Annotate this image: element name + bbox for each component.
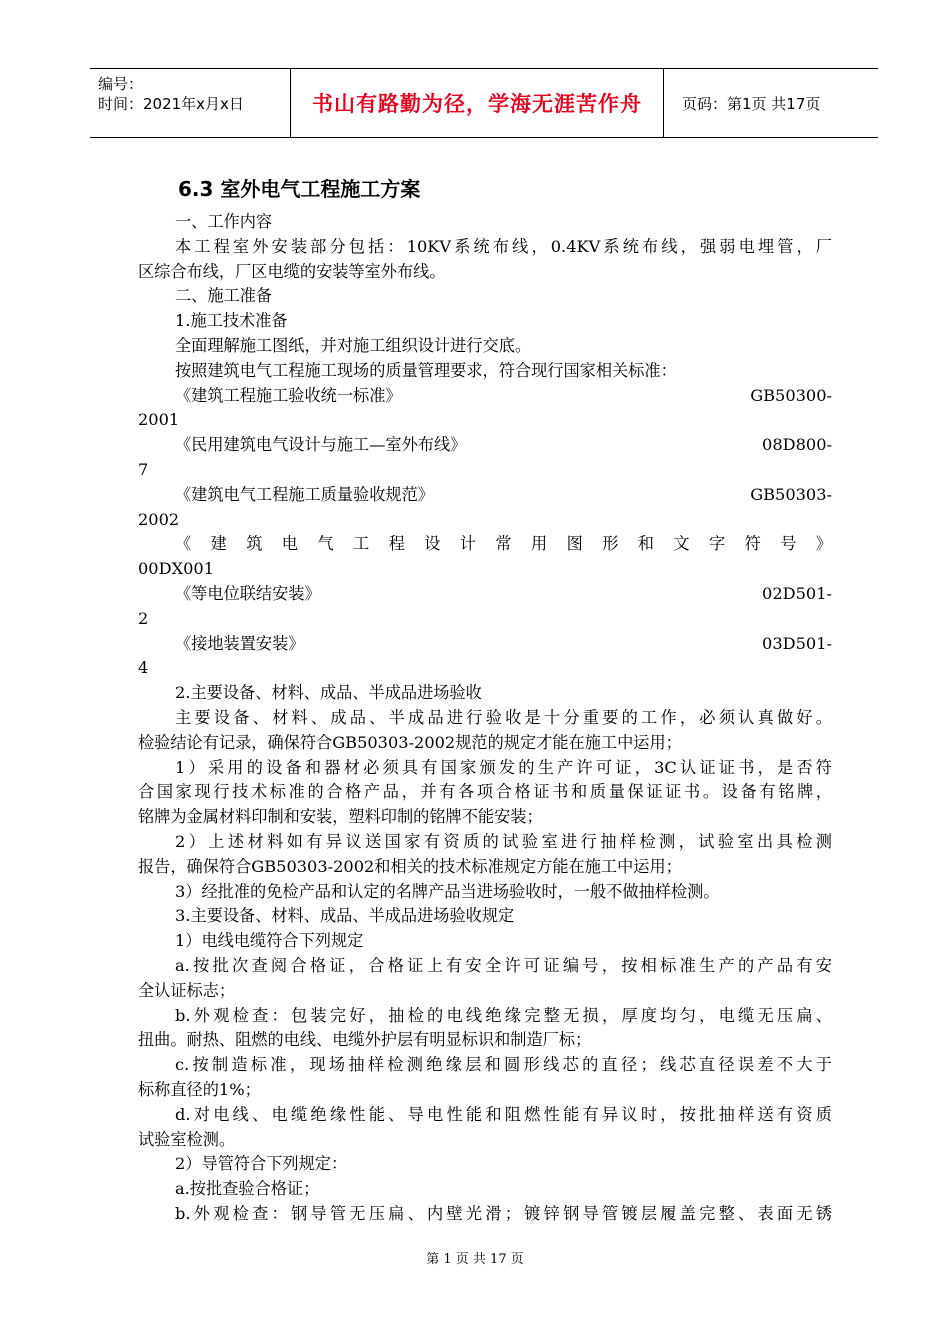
text-line: 1）采用的设备和器材必须具有国家颁发的生产许可证，3C认证证书，是否符 <box>175 758 832 777</box>
standard-code-continued: 4 <box>138 658 149 677</box>
text-line: 报告，确保符合GB50303-2002和相关的技术标准规定方能在施工中运用； <box>138 857 682 876</box>
text-line: a.按批查验合格证； <box>175 1179 320 1198</box>
number-label: 编号： <box>98 75 144 93</box>
standard-code: GB50300- <box>750 386 832 405</box>
text-line: 合国家现行技术标准的合格产品，并有各项合格证书和质量保证证书。设备有铭牌， <box>138 782 832 801</box>
page-header <box>90 68 878 138</box>
standard-code-continued: 2002 <box>138 510 180 529</box>
text-line: 全面理解施工图纸，并对施工组织设计进行交底。 <box>175 336 532 355</box>
text-line: c.按制造标准，现场抽样检测绝缘层和圆形线芯的直径；线芯直径误差不大于 <box>175 1055 832 1074</box>
text-line: a.按批次查阅合格证，合格证上有安全许可证编号，按相标准生产的产品有安 <box>175 956 832 975</box>
text-line: 按照建筑电气工程施工现场的质量管理要求，符合现行国家相关标准： <box>175 361 677 380</box>
standard-name: 《接地装置安装》 <box>175 634 305 653</box>
text-line: 主要设备、材料、成品、半成品进行验收是十分重要的工作，必须认真做好。 <box>175 708 832 727</box>
standard-code: GB50303- <box>750 485 832 504</box>
text-line: 试验室检测。 <box>138 1130 236 1149</box>
time-label: 时间：2021年x月x日 <box>98 95 244 113</box>
standard-code: 03D501- <box>762 634 832 653</box>
standard-row <box>138 482 832 507</box>
text-line: 1）电线电缆符合下列规定 <box>175 931 364 950</box>
standard-code-continued: 2001 <box>138 410 180 429</box>
section-title: 6.3 室外电气工程施工方案 <box>178 177 421 201</box>
standard-name: 《民用建筑电气设计与施工—室外布线》 <box>175 435 467 454</box>
standard-name: 《建筑电气工程施工质量验收规范》 <box>175 485 434 504</box>
header-motto: 书山有路勤为径，学海无涯苦作舟 <box>291 69 664 137</box>
text-line: b.外观检查：包装完好，抽检的电线绝缘完整无损，厚度均匀，电缆无压扁、 <box>175 1006 832 1025</box>
text-line: d.对电线、电缆绝缘性能、导电性能和阻燃性能有异议时，按批抽样送有资质 <box>175 1105 832 1124</box>
text-line: 扭曲。耐热、阻燃的电线、电缆外护层有明显标识和制造厂标； <box>138 1030 592 1049</box>
standard-row <box>138 432 832 457</box>
standard-row <box>138 531 832 556</box>
text-line: 一、工作内容 <box>175 212 273 231</box>
text-line: 3.主要设备、材料、成品、半成品进场验收规定 <box>175 906 515 925</box>
text-line: 本工程室外安装部分包括：10KV系统布线，0.4KV系统布线，强弱电埋管，厂 <box>175 237 832 256</box>
standard-row <box>138 581 832 606</box>
standard-code: 08D800- <box>762 435 832 454</box>
standard-name: 《建筑工程施工验收统一标准》 <box>175 386 402 405</box>
text-line: 检验结论有记录，确保符合GB50303-2002规范的规定才能在施工中运用； <box>138 733 682 752</box>
text-line: 2.主要设备、材料、成品、半成品进场验收 <box>175 683 482 702</box>
text-line: 全认证标志； <box>138 981 236 1000</box>
standard-row <box>138 631 832 656</box>
text-line: b.外观检查：钢导管无压扁、内壁光滑；镀锌钢导管镀层履盖完整、表面无锈 <box>175 1204 832 1223</box>
standard-code: 02D501- <box>762 584 832 603</box>
standard-code-continued: 7 <box>138 460 149 479</box>
standard-name: 《等电位联结安装》 <box>175 584 321 603</box>
standard-row <box>138 383 832 408</box>
text-line: 2）导管符合下列规定： <box>175 1154 348 1173</box>
header-meta <box>90 69 291 137</box>
text-line: 2）上述材料如有异议送国家有资质的试验室进行抽样检测，试验室出具检测 <box>175 832 832 851</box>
page-info-text: 页码：第1页 共17页 <box>682 94 821 113</box>
header-page-info <box>674 69 878 137</box>
text-line: 区综合布线，厂区电缆的安装等室外布线。 <box>138 262 446 281</box>
page-footer: 第 1 页 共 17 页 <box>426 1252 524 1267</box>
standard-code-continued: 2 <box>138 609 149 628</box>
text-line: 标称直径的1%； <box>138 1080 261 1099</box>
text-line: 3）经批准的免检产品和认定的名牌产品当进场验收时，一般不做抽样检测。 <box>175 882 720 901</box>
standard-name: 《建筑电气工程设计常用图形和文字符号》 <box>175 534 832 553</box>
text-line: 1.施工技术准备 <box>175 311 288 330</box>
text-line: 二、施工准备 <box>175 286 273 305</box>
standard-code-continued: 00DX001 <box>138 559 214 578</box>
text-line: 铭牌为金属材料印制和安装，塑料印制的铭牌不能安装； <box>138 807 543 826</box>
